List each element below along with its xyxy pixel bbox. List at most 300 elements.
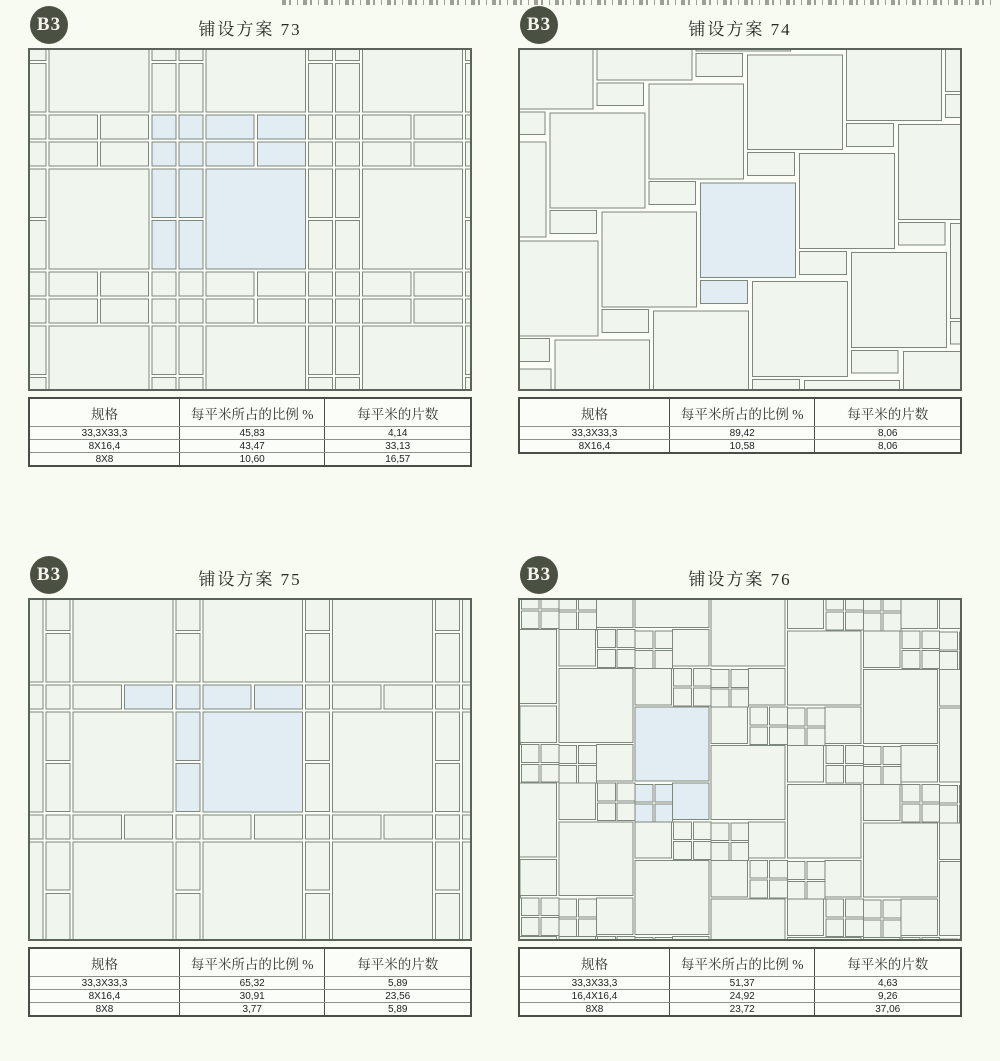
table-header-cell: 每平米所占的比例 %	[180, 949, 326, 976]
tile	[596, 745, 632, 781]
tile	[787, 881, 805, 899]
tile	[521, 764, 539, 782]
tile	[825, 860, 861, 896]
tile	[940, 823, 960, 859]
tile	[333, 842, 433, 939]
tile	[847, 50, 942, 121]
tile	[674, 822, 692, 840]
tile	[49, 326, 149, 389]
tile	[852, 350, 899, 373]
tile	[541, 898, 559, 916]
panel-plan-75	[28, 556, 472, 1061]
tile-pattern-svg	[520, 50, 960, 389]
tile	[946, 95, 961, 118]
tile	[152, 50, 176, 61]
table-header-cell: 每平米所占的比例 %	[670, 949, 816, 976]
tile	[711, 707, 747, 743]
tile	[883, 900, 901, 918]
tile	[750, 880, 768, 898]
tile-highlighted	[673, 783, 709, 819]
table-header-cell: 每平米的片数	[815, 399, 960, 426]
tile	[559, 937, 595, 939]
tile	[655, 651, 673, 669]
tile	[673, 630, 709, 666]
tile	[203, 842, 303, 939]
tile	[602, 310, 649, 333]
tile	[940, 632, 958, 650]
tile	[100, 272, 148, 296]
table-header-cell: 规格	[520, 399, 670, 426]
tile	[363, 326, 463, 389]
tile	[466, 50, 470, 61]
tile	[30, 272, 46, 296]
tile	[731, 670, 749, 688]
tile	[46, 815, 70, 839]
tile	[748, 153, 795, 176]
tile	[750, 860, 768, 878]
table-header-row	[30, 399, 470, 426]
table-header-cell: 每平米的片数	[815, 949, 960, 976]
tile	[598, 937, 616, 939]
tile	[750, 727, 768, 745]
tile	[333, 600, 433, 682]
table-cell: 16,57	[325, 453, 470, 465]
tile	[336, 221, 360, 269]
tile	[541, 600, 559, 609]
tile	[787, 728, 805, 746]
tile	[770, 707, 788, 725]
tile	[176, 600, 200, 630]
tile	[863, 823, 937, 897]
tile	[520, 630, 557, 704]
tile	[466, 115, 470, 139]
tile	[306, 893, 330, 939]
tile	[770, 880, 788, 898]
tile	[49, 169, 149, 269]
table-header-cell: 每平米的片数	[325, 949, 470, 976]
tile	[124, 815, 172, 839]
tile	[902, 631, 920, 649]
tile	[559, 899, 577, 917]
table-cell: 8X8	[520, 1003, 670, 1015]
tile	[655, 938, 673, 939]
tile	[602, 212, 697, 307]
tile	[436, 685, 460, 709]
tile	[550, 113, 645, 208]
tile	[179, 64, 203, 112]
tile	[309, 115, 333, 139]
tile	[309, 142, 333, 166]
tile-highlighted	[176, 763, 200, 811]
tile	[559, 919, 577, 937]
tile	[635, 631, 653, 649]
tile	[847, 124, 894, 147]
tile	[436, 815, 460, 839]
tile	[203, 815, 251, 839]
tile	[466, 169, 470, 217]
tile	[807, 862, 825, 880]
tile	[899, 125, 961, 220]
tile	[73, 842, 173, 939]
tile	[384, 815, 432, 839]
table-cell: 4,63	[815, 977, 960, 989]
table-cell: 23,56	[325, 990, 470, 1002]
tile	[940, 708, 960, 782]
tile	[466, 326, 470, 374]
table-header-row	[30, 949, 470, 976]
tile	[711, 843, 729, 861]
tile-highlighted	[203, 685, 251, 709]
tile	[309, 326, 333, 374]
tile	[617, 937, 635, 939]
tile	[363, 299, 411, 323]
table-cell: 51,37	[670, 977, 816, 989]
tile	[179, 378, 203, 390]
tile	[73, 815, 121, 839]
tile	[206, 272, 254, 296]
tile	[863, 600, 881, 611]
tile	[46, 685, 70, 709]
tile	[336, 64, 360, 112]
tile-pattern-svg	[520, 600, 960, 939]
table-row	[30, 989, 470, 1002]
tile	[787, 784, 861, 858]
tile	[30, 712, 43, 812]
tile-highlighted	[152, 142, 176, 166]
tile	[306, 600, 330, 630]
table-row	[520, 439, 960, 452]
tile	[673, 937, 709, 939]
tile	[846, 765, 864, 783]
tile	[363, 169, 463, 269]
spec-table	[28, 397, 472, 467]
tile	[555, 340, 650, 389]
tile	[559, 630, 595, 666]
tile-pattern-diagram	[518, 48, 962, 391]
tile-highlighted	[701, 183, 796, 278]
tile	[579, 899, 597, 917]
tile	[179, 299, 203, 323]
tile	[309, 50, 333, 61]
table-row	[520, 426, 960, 439]
tile	[940, 652, 958, 670]
tile	[176, 633, 200, 681]
tile	[46, 842, 70, 890]
tile	[922, 784, 940, 802]
tile	[800, 252, 847, 275]
table-row	[30, 1002, 470, 1015]
tile	[940, 600, 960, 629]
tile	[711, 860, 747, 896]
tile	[635, 668, 671, 704]
spec-table	[28, 947, 472, 1017]
tile	[414, 115, 462, 139]
tile	[306, 842, 330, 890]
tile	[579, 746, 597, 764]
panel-plan-73	[28, 6, 472, 511]
tile	[49, 142, 97, 166]
tile	[846, 919, 864, 937]
tile	[826, 765, 844, 783]
table-cell: 8X8	[30, 1003, 180, 1015]
tile	[693, 688, 711, 706]
tile	[100, 299, 148, 323]
panel-plan-76	[518, 556, 962, 1061]
tile	[309, 169, 333, 217]
tile	[852, 253, 947, 348]
tile	[804, 381, 899, 389]
tile-highlighted	[176, 685, 200, 709]
tile	[674, 668, 692, 686]
tile	[414, 299, 462, 323]
tile	[649, 182, 696, 205]
tile	[179, 326, 203, 374]
tile	[73, 600, 173, 682]
tile	[309, 272, 333, 296]
tile-highlighted	[254, 685, 302, 709]
tile	[922, 804, 940, 822]
tile	[959, 652, 960, 670]
tile	[333, 685, 381, 709]
tile	[257, 299, 305, 323]
table-header-cell: 规格	[30, 949, 180, 976]
tile	[363, 272, 411, 296]
tile	[541, 918, 559, 936]
tile	[336, 142, 360, 166]
tile	[635, 938, 653, 939]
tile	[559, 783, 595, 819]
tile	[596, 898, 632, 934]
tile	[598, 803, 616, 821]
tile	[635, 860, 709, 934]
tile	[826, 919, 844, 937]
tile	[463, 685, 470, 709]
tile-highlighted	[179, 221, 203, 269]
tile	[863, 920, 881, 938]
tile	[826, 899, 844, 917]
tile	[559, 822, 633, 896]
tile	[635, 651, 653, 669]
tile	[521, 611, 539, 629]
tile	[883, 613, 901, 631]
tile	[466, 64, 470, 112]
tile	[30, 142, 46, 166]
tile	[49, 272, 97, 296]
tile	[436, 842, 460, 890]
tile-highlighted	[635, 784, 653, 802]
tile	[579, 765, 597, 783]
tile	[770, 860, 788, 878]
tile	[940, 862, 960, 936]
tile-highlighted	[152, 115, 176, 139]
table-row	[30, 452, 470, 465]
tile	[693, 842, 711, 860]
tile	[711, 899, 785, 939]
tile-pattern-svg	[30, 50, 470, 389]
tile	[787, 631, 861, 705]
tile	[696, 54, 743, 77]
tile	[902, 784, 920, 802]
table-cell: 37,06	[815, 1003, 960, 1015]
tile	[579, 612, 597, 630]
tile-highlighted	[206, 169, 306, 269]
tile	[30, 50, 46, 61]
tile	[711, 600, 785, 666]
plan-title: 铺设方案 76	[518, 565, 962, 590]
tile	[825, 707, 861, 743]
tile	[49, 299, 97, 323]
tile	[521, 600, 539, 609]
tile	[436, 893, 460, 939]
tile	[559, 765, 577, 783]
tile	[30, 600, 43, 682]
tile	[73, 685, 121, 709]
tile	[846, 899, 864, 917]
tile-highlighted	[257, 115, 305, 139]
table-header-cell: 每平米所占的比例 %	[180, 399, 326, 426]
tile	[883, 920, 901, 938]
table-cell: 8X16,4	[30, 990, 180, 1002]
tile	[306, 633, 330, 681]
tile	[176, 815, 200, 839]
tile-highlighted	[152, 221, 176, 269]
table-cell: 33,13	[325, 440, 470, 452]
tile	[579, 600, 597, 610]
tile	[336, 299, 360, 323]
tile	[152, 64, 176, 112]
tile	[597, 83, 644, 106]
tile	[617, 803, 635, 821]
table-row	[30, 976, 470, 989]
series-badge: B3	[520, 6, 558, 44]
tile	[30, 842, 43, 939]
tile	[863, 938, 899, 939]
tile	[863, 613, 881, 631]
tile	[254, 815, 302, 839]
tile	[336, 326, 360, 374]
tile-highlighted	[179, 115, 203, 139]
tile-pattern-svg	[30, 600, 470, 939]
table-header-cell: 规格	[30, 399, 180, 426]
tile	[152, 378, 176, 390]
tile	[922, 631, 940, 649]
tile	[902, 651, 920, 669]
tile	[883, 747, 901, 765]
table-cell: 3,77	[180, 1003, 326, 1015]
tile	[787, 938, 861, 939]
tile	[466, 272, 470, 296]
table-cell: 8X8	[30, 453, 180, 465]
tile	[520, 937, 557, 939]
tile	[749, 822, 785, 858]
tile	[596, 600, 632, 628]
tile	[179, 50, 203, 61]
tile	[520, 112, 545, 135]
tile	[753, 282, 848, 377]
tile	[598, 630, 616, 648]
tile	[559, 600, 577, 610]
tile	[436, 600, 460, 630]
tile	[466, 299, 470, 323]
tile-highlighted	[635, 804, 653, 822]
tile	[597, 50, 692, 80]
tile	[100, 142, 148, 166]
tile	[770, 727, 788, 745]
tile	[206, 299, 254, 323]
tile	[807, 728, 825, 746]
tile	[959, 632, 960, 650]
table-cell: 43,47	[180, 440, 326, 452]
tile-highlighted	[179, 142, 203, 166]
tile	[336, 378, 360, 390]
tile	[179, 272, 203, 296]
tile	[902, 938, 920, 939]
tile	[693, 822, 711, 840]
plan-title: 铺设方案 73	[28, 15, 472, 40]
tile	[363, 50, 463, 112]
tile	[846, 600, 864, 610]
table-header-row	[520, 399, 960, 426]
tile	[333, 815, 381, 839]
tile	[30, 378, 46, 390]
table-row	[520, 1002, 960, 1015]
tile	[559, 612, 577, 630]
table-cell: 33,3X33,3	[520, 977, 670, 989]
tile	[466, 221, 470, 269]
tile	[940, 805, 958, 823]
tile	[49, 50, 149, 112]
tile	[466, 142, 470, 166]
tile	[520, 859, 556, 895]
table-cell: 10,60	[180, 453, 326, 465]
tile	[901, 746, 937, 782]
tile	[520, 783, 557, 857]
table-cell: 23,72	[670, 1003, 816, 1015]
tile	[521, 918, 539, 936]
tile	[903, 352, 960, 390]
tile	[520, 50, 593, 109]
tile	[100, 115, 148, 139]
table-cell: 89,42	[670, 427, 816, 439]
tile	[559, 746, 577, 764]
tile	[950, 224, 960, 319]
spec-table	[518, 947, 962, 1017]
tile	[635, 822, 671, 858]
tile	[800, 154, 895, 249]
tile	[922, 938, 940, 939]
tile	[520, 142, 546, 237]
tile	[46, 763, 70, 811]
tile	[617, 630, 635, 648]
tile	[414, 272, 462, 296]
tile	[46, 712, 70, 760]
plan-title: 铺设方案 74	[518, 15, 962, 40]
tile	[206, 50, 306, 112]
tile	[436, 712, 460, 760]
tile	[306, 712, 330, 760]
tile	[750, 707, 768, 725]
tile	[826, 612, 844, 630]
tile	[463, 712, 470, 812]
tile-highlighted	[635, 707, 709, 781]
tile	[306, 685, 330, 709]
tile	[863, 767, 881, 785]
tile	[30, 64, 46, 112]
tile-highlighted	[176, 712, 200, 760]
tile	[598, 650, 616, 668]
tile	[550, 211, 597, 234]
tile	[749, 668, 785, 704]
